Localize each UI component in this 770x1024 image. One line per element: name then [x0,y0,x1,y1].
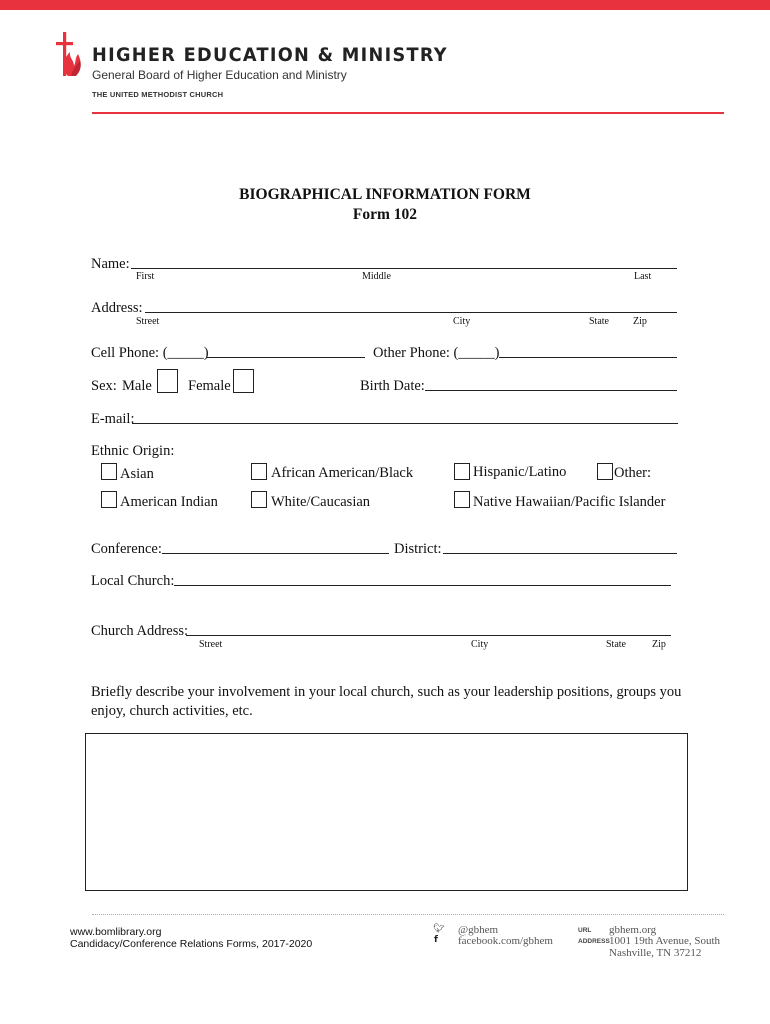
church-name: THE UNITED METHODIST CHURCH [92,90,224,99]
footer-address-line2: Nashville, TN 37212 [609,947,702,959]
address-state-caption: State [589,316,609,327]
ethnic-african-american-label: African American/Black [271,465,414,481]
name-first-caption: First [136,271,155,282]
address-street-caption: Street [136,316,160,327]
ethnic-hispanic-label: Hispanic/Latino [473,464,567,480]
sex-male-checkbox[interactable] [157,369,178,393]
ethnic-origin-label: Ethnic Origin: [91,443,175,459]
facebook-icon: f [434,935,438,945]
church-city-caption: City [471,639,489,650]
address-zip-caption: Zip [633,316,647,327]
conference-label: Conference: [91,541,162,557]
ethnic-native-hawaiian-label: Native Hawaiian/Pacific Islander [473,494,666,510]
ethnic-american-indian-label: American Indian [120,494,218,510]
ethnic-african-american-checkbox[interactable] [251,463,267,480]
sex-female-label: Female [188,378,231,394]
address-input[interactable] [145,312,677,313]
footer-url-key: URL [578,927,592,934]
district-input[interactable] [443,553,677,554]
church-state-caption: State [606,639,626,650]
birth-date-input[interactable] [425,390,677,391]
birth-date-label: Birth Date: [360,378,425,394]
ethnic-american-indian-checkbox[interactable] [101,491,117,508]
ethnic-asian-label: Asian [120,466,154,482]
address-city-caption: City [453,316,471,327]
top-accent-bar [0,0,770,10]
conference-input[interactable] [162,553,389,554]
header-divider [92,112,724,114]
email-input[interactable] [132,423,678,424]
form-title: BIOGRAPHICAL INFORMATION FORM [239,186,531,203]
ethnic-other-checkbox[interactable] [597,463,613,480]
name-last-caption: Last [634,271,652,282]
footer-address-line1: 1001 19th Avenue, South [609,935,721,947]
footer-site: www.bomlibrary.org [70,926,162,938]
cell-phone-label: Cell Phone: (_____) [91,345,209,361]
footer-twitter: @gbhem [458,924,499,936]
form-number: Form 102 [352,206,418,223]
involvement-textarea[interactable] [85,733,688,891]
org-subtitle: General Board of Higher Education and Ministry [92,68,347,82]
involvement-prompt: Briefly describe your involvement in your local church, such as your leadership positions, groups you enjoy, church activities, etc. [91,684,682,719]
sex-male-label: Male [122,378,152,394]
ethnic-asian-checkbox[interactable] [101,463,117,480]
twitter-icon: 🐦︎ [433,924,445,934]
church-address-input[interactable] [186,635,671,636]
footer-url: gbhem.org [609,924,657,936]
cell-phone-input[interactable] [206,357,365,358]
name-label: Name: [91,256,130,272]
address-label: Address: [91,300,143,316]
ethnic-white-label: White/Caucasian [271,494,371,510]
name-middle-caption: Middle [362,271,391,282]
name-input[interactable] [131,268,677,269]
local-church-input[interactable] [174,585,671,586]
footer-address-key: ADDRESS [578,938,610,945]
email-label: E-mail: [91,411,135,427]
district-label: District: [394,541,442,557]
footer-facebook: facebook.com/gbhem [458,935,553,947]
other-phone-input[interactable] [499,357,677,358]
footer-forms: Candidacy/Conference Relations Forms, 2017-2020 [70,938,313,950]
ethnic-hispanic-checkbox[interactable] [454,463,470,480]
ethnic-white-checkbox[interactable] [251,491,267,508]
church-zip-caption: Zip [652,639,666,650]
footer-divider [92,914,724,915]
ethnic-other-label: Other: [614,465,652,481]
org-title: HIGHER EDUCATION & MINISTRY [92,44,448,66]
sex-female-checkbox[interactable] [233,369,254,393]
sex-label: Sex: [91,378,117,394]
church-address-label: Church Address: [91,623,189,639]
church-street-caption: Street [199,639,223,650]
local-church-label: Local Church: [91,573,175,589]
other-phone-label: Other Phone: (_____) [373,345,500,361]
ethnic-native-hawaiian-checkbox[interactable] [454,491,470,508]
